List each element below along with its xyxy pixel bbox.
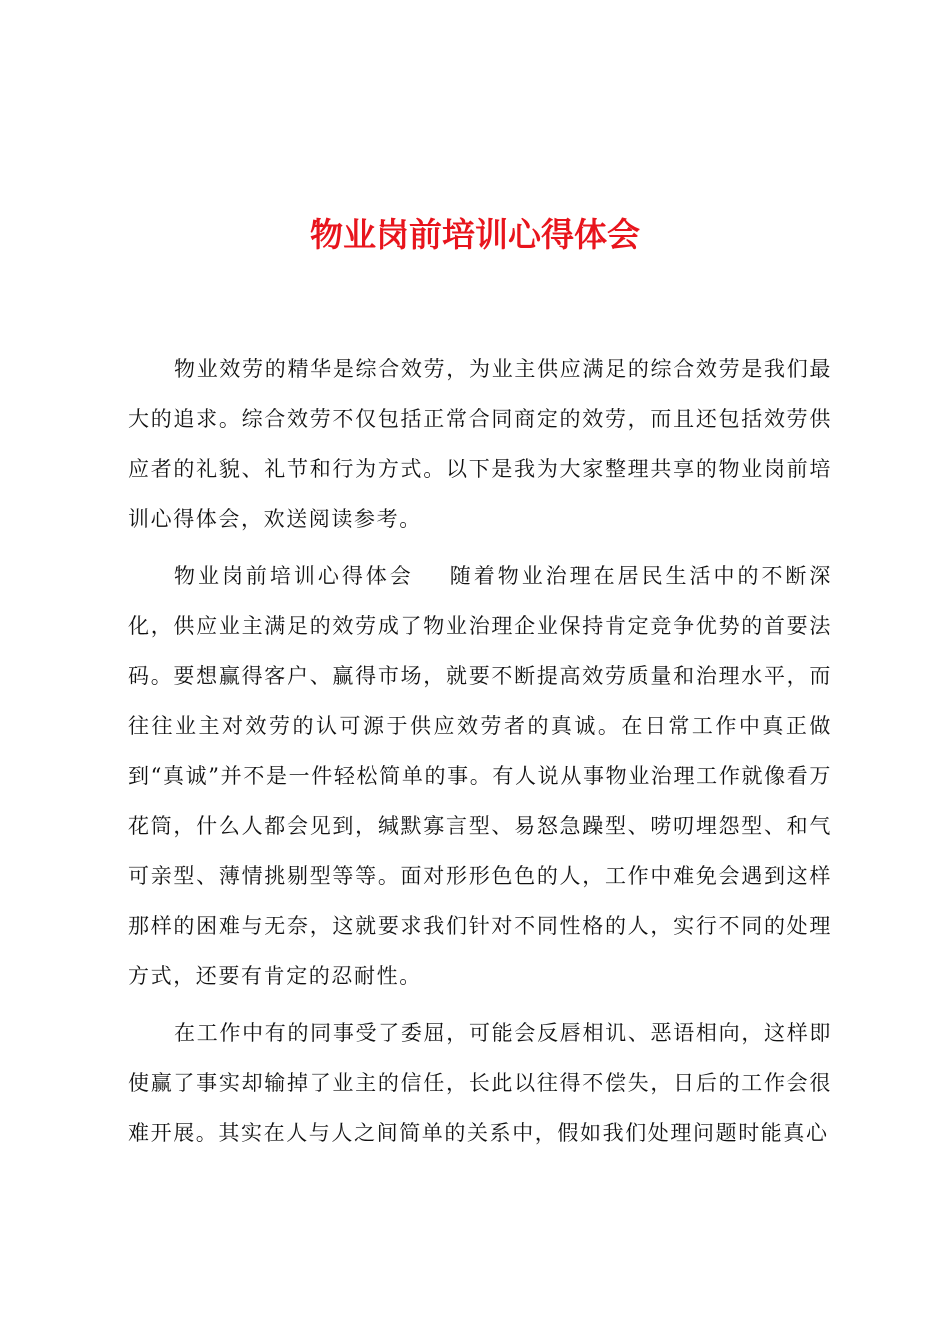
document-title: 物业岗前培训心得体会 <box>310 215 640 254</box>
document-body <box>128 344 832 1165</box>
paragraph-intro <box>128 344 832 544</box>
paragraph-third <box>128 1008 832 1158</box>
paragraph-intro-text: 物业效劳的精华是综合效劳，为业主供应满足的综合效劳是我们最大的追求。综合效劳不仅包括正常合同商定的效劳，而且还包括效劳供应者的礼貌、礼节和行为方式。以下是我为大家整理共享的物业岗前培训心得体会，欢送阅读参考。 <box>128 357 832 531</box>
paragraph-main-text: 随着物业治理在居民生活中的不断深化，供应业主满足的效劳成了物业治理企业保持肯定竞争优势的首要法码。要想赢得客户、赢得市场，就要不断提高效劳质量和治理水平，而往往业主对效劳的认可源于供应效劳者的真诚。在日常工作中真正做到“真诚”并不是一件轻松简单的事。有人说从事物业治理工作就像看万花筒，什么人都会见到，缄默寡言型、易怒急躁型、唠叨埋怨型、和气可亲型、薄情挑剔型等等。面对形形色色的人，工作中难免会遇到这样那样的困难与无奈，这就要求我们针对不同性格的人，实行不同的处理方式，还要有肯定的忍耐性。 <box>128 564 832 988</box>
paragraph-third-text: 在工作中有的同事受了委屈，可能会反唇相讥、恶语相向，这样即使赢了事实却输掉了业主的信任，长此以往得不偿失，日后的工作会很难开展。其实在人与人之间简单的关系中，假如我们处理问题时能真心 <box>128 1021 832 1145</box>
paragraph-main <box>128 551 832 1001</box>
paragraph-inline-heading: 物业岗前培训心得体会 <box>174 564 414 588</box>
